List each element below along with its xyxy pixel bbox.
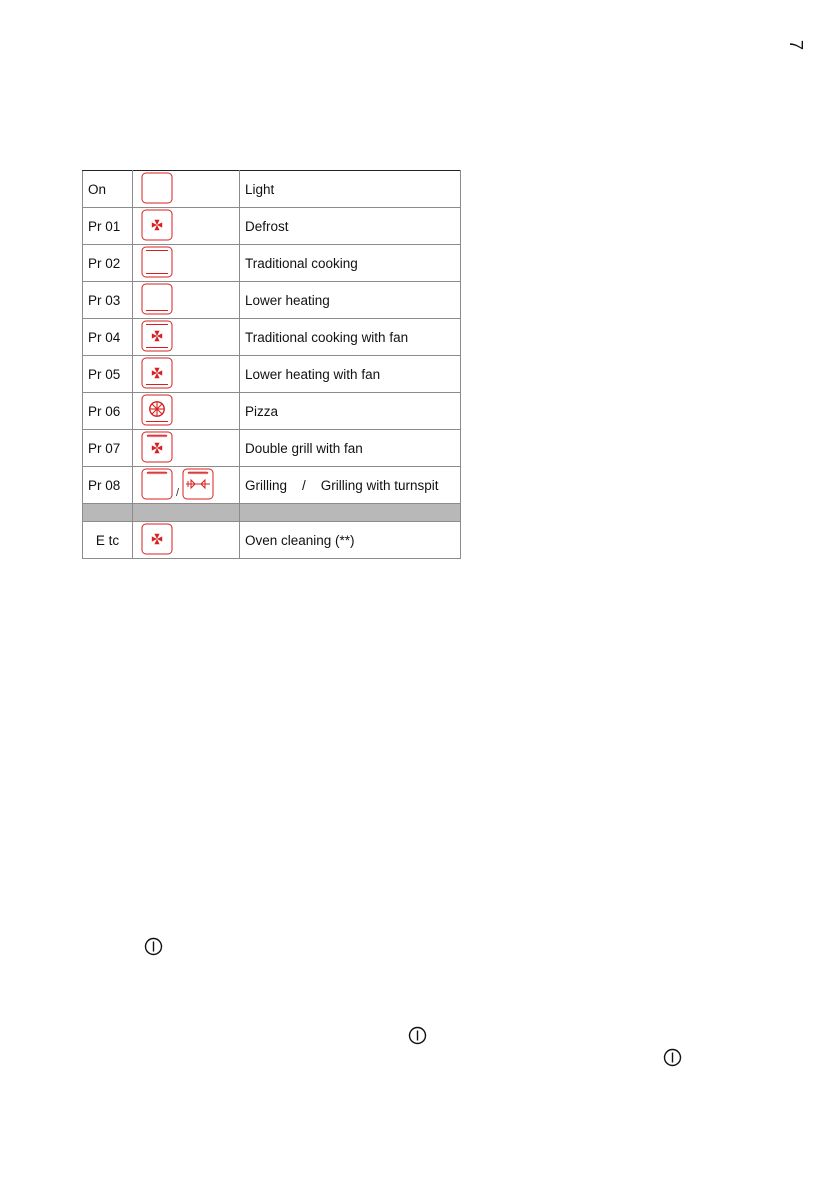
program-code: Pr 02 (83, 245, 133, 282)
power-icon (663, 1048, 682, 1072)
table-row (83, 245, 461, 282)
program-code: Pr 08 (83, 467, 133, 504)
separator-cell (83, 504, 133, 522)
program-table (82, 170, 461, 559)
program-icon-cell (133, 319, 240, 356)
fan-bottom-oven-icon (141, 357, 173, 389)
program-description: Lower heating with fan (240, 356, 461, 393)
table-row (83, 393, 461, 430)
program-code: Pr 04 (83, 319, 133, 356)
program-icon-cell (133, 208, 240, 245)
page-number: 7 (786, 40, 806, 52)
fan-oven-icon (141, 209, 173, 241)
program-icon-cell (133, 282, 240, 319)
pizza-oven-icon (141, 394, 173, 426)
program-code: Pr 06 (83, 393, 133, 430)
grill-oven-icon (141, 468, 173, 500)
power-icon (408, 1026, 427, 1050)
program-description: Light (240, 171, 461, 208)
fan-oven-icon (141, 523, 173, 555)
program-description: Double grill with fan (240, 430, 461, 467)
program-code: Pr 03 (83, 282, 133, 319)
program-code: On (83, 171, 133, 208)
program-description: Traditional cooking (240, 245, 461, 282)
table-row (83, 430, 461, 467)
icon-separator: / (176, 486, 180, 499)
separator-row (83, 504, 461, 522)
program-code: Pr 05 (83, 356, 133, 393)
program-code: Pr 01 (83, 208, 133, 245)
program-description: Defrost (240, 208, 461, 245)
table-row (83, 282, 461, 319)
bottom-oven-icon (141, 283, 173, 315)
table-row (83, 522, 461, 559)
power-icon (144, 937, 163, 961)
table-row (83, 208, 461, 245)
table-row (83, 356, 461, 393)
separator-cell (133, 504, 240, 522)
turnspit-oven-icon (182, 468, 214, 500)
program-description: Pizza (240, 393, 461, 430)
table-row (83, 319, 461, 356)
program-icon-cell (133, 522, 240, 559)
program-icon-cell (133, 393, 240, 430)
program-icon-cell (133, 356, 240, 393)
grill-fan-oven-icon (141, 431, 173, 463)
program-code: Pr 07 (83, 430, 133, 467)
program-icon-cell (133, 171, 240, 208)
program-icon-cell (133, 430, 240, 467)
program-icon-cell (133, 245, 240, 282)
top-bottom-oven-icon (141, 246, 173, 278)
table-row (83, 171, 461, 208)
table-row (83, 467, 461, 504)
program-description: Lower heating (240, 282, 461, 319)
fan-top-bottom-oven-icon (141, 320, 173, 352)
program-code: E tc (83, 522, 133, 559)
program-icon-cell (133, 467, 240, 504)
program-description: Traditional cooking with fan (240, 319, 461, 356)
separator-cell (240, 504, 461, 522)
blank-oven-icon (141, 172, 173, 204)
program-description: Grilling / Grilling with turnspit (240, 467, 461, 504)
program-description: Oven cleaning (**) (240, 522, 461, 559)
